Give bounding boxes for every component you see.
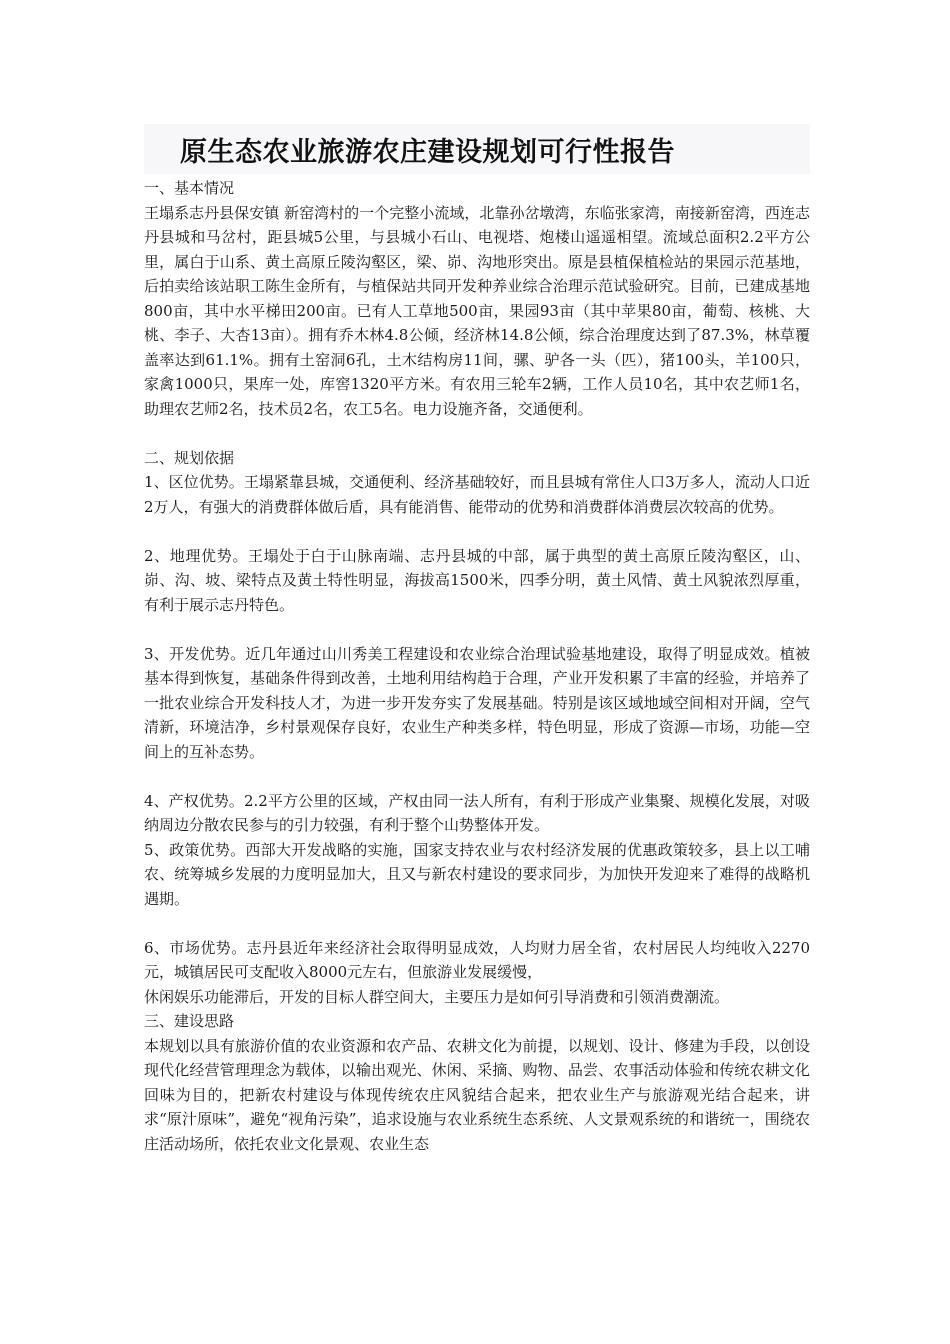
paragraph-basic-info: 王塌系志丹县保安镇 新窑湾村的一个完整小流域，北靠孙岔墩湾，东临张家湾，南接新窑湾，西连志丹县城和马岔村，距县城5公里，与县城小石山、电视塔、炮楼山遥遥相望。流域总面积2.2平方公里，属白于山系、黄土高原丘陵沟壑区，梁、峁、沟地形突出。原是县植保植检站的果园示范基地，后拍卖给该站职工陈生金所有，与植保站共同开发种养业综合治理示范试验研究。目前，已建成基地800亩，其中水平梯田200亩。已有人工草地500亩，果园93亩（其中苹果80亩，葡萄、核桃、大桃、李子、大杏13亩）。拥有乔木林4.8公倾，经济林14.8公倾，综合治理度达到了87.3%，林草覆盖率达到61.1%。拥有土窑洞6孔，土木结构房11间，骡、驴各一头（匹），猪100头，羊100只，家禽1000只，果库一处，库窖1320平方米。有农用三轮车2辆，工作人员10名，其中农艺师1名，助理农艺师2名，技术员2名，农工5名。电力设施齐备，交通便利。 <box>144 203 810 418</box>
section-heading-planning-basis: 二、规划依据 <box>144 448 235 467</box>
paragraph-property-advantage: 4、产权优势。2.2平方公里的区域，产权由同一法人所有，有利于形成产业集聚、规模化发展，对吸纳周边分散农民参与的引力较强，有利于整个山势整体开发。 <box>144 791 810 834</box>
paragraph-gap <box>144 911 810 936</box>
paragraph-gap <box>144 519 810 544</box>
paragraph-construction-ideas: 本规划以具有旅游价值的农业资源和农产品、农耕文化为前提，以规划、设计、修建为手段，以创设现代化经营管理理念为载体，以输出观光、休闲、采摘、购物、品尝、农事活动体验和传统农耕文化回味为目的，把新农村建设与体现传统农庄风貌结合起来，把农业生产与旅游观光结合起来，讲求“原汁原味”，避免“视角污染”，追求设施与农业系统生态系统、人文景观系统的和谐统一，围绕农庄活动场所，依托农业文化景观、农业生态 <box>144 1036 810 1153</box>
paragraph-location-advantage: 1、区位优势。王塌紧靠县城，交通便利、经济基础较好，而且县城有常住人口3万多人，流动人口近2万人，有强大的消费群体做后盾，具有能消售、能带动的优势和消费群体消费层次较高的优势。 <box>144 473 810 516</box>
section-heading-basic-info: 一、基本情况 <box>144 179 235 197</box>
title-band <box>144 124 810 174</box>
document-page <box>144 124 810 1156</box>
document-title: 原生态农业旅游农庄建设规划可行性报告 <box>180 137 675 168</box>
paragraph-development-advantage: 3、开发优势。近几年通过山川秀美工程建设和农业综合治理试验基地建设，取得了明显成效。植被基本得到恢复，基础条件得到改善，土地利用结构趋于合理，产业开发积累了丰富的经验，并培养了一批农业综合开发科技人才，为进一步开发夯实了发展基础。特别是该区域地域空间相对开阔，空气清新，环境洁净，乡村景观保存良好，农业生产种类多样，特色明显，形成了资源—市场，功能—空间上的互补态势。 <box>144 644 810 761</box>
paragraph-geography-advantage: 2、地理优势。王塌处于白于山脉南端、志丹县城的中部，属于典型的黄土高原丘陵沟壑区，山、峁、沟、坡、梁特点及黄土特性明显，海拔高1500米，四季分明，黄土风情、黄土风貌浓烈厚重，有利于展示志丹特色。 <box>144 546 810 614</box>
paragraph-market-advantage: 6、市场优势。志丹县近年来经济社会取得明显成效，人均财力居全省，农村居民人均纯收入2270元，城镇居民可支配收入8000元左右，但旅游业发展缓慢， <box>144 938 810 981</box>
paragraph-policy-advantage: 5、政策优势。西部大开发战略的实施，国家支持农业与农村经济发展的优惠政策较多，县上以工哺农、统筹城乡发展的力度明显加大，且又与新农村建设的要求同步，为加快开发迎来了难得的战略机遇期。 <box>144 840 810 908</box>
paragraph-gap <box>144 617 810 642</box>
paragraph-gap <box>144 764 810 789</box>
section-heading-construction-ideas: 三、建设思路 <box>144 1012 235 1030</box>
paragraph-market-advantage-cont: 休闲娱乐功能滞后，开发的目标人群空间大，主要压力是如何引导消费和引领消费潮流。 <box>144 987 730 1006</box>
paragraph-gap <box>144 421 810 446</box>
document-body <box>144 176 810 1156</box>
